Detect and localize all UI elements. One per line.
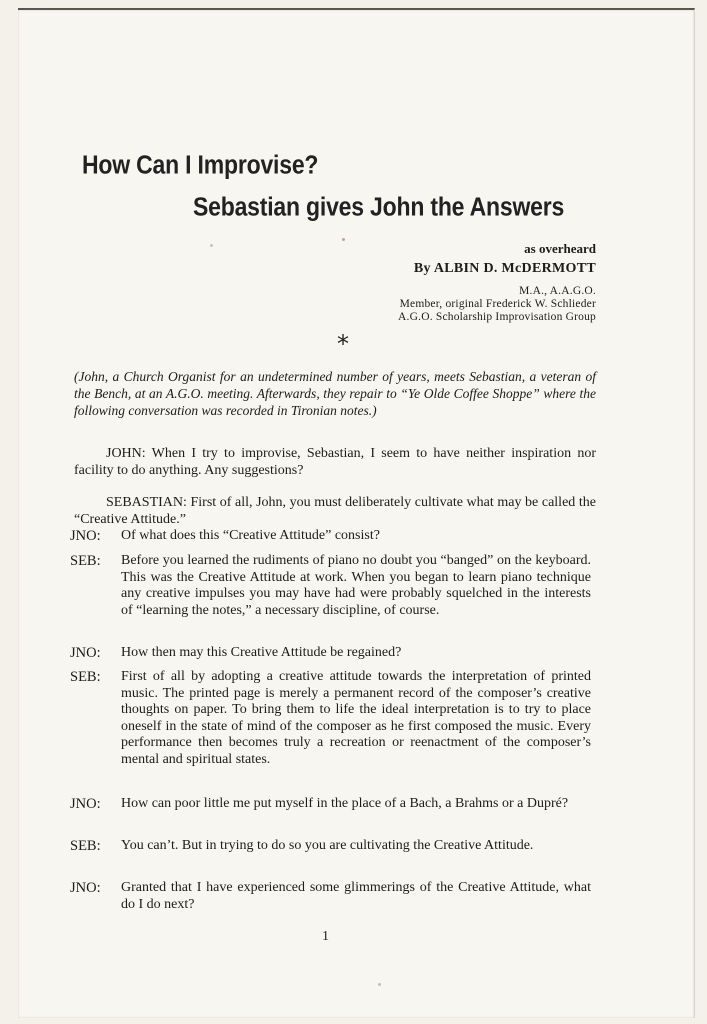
page-number: 1 <box>322 929 329 944</box>
paper-speck <box>378 983 381 986</box>
dialogue-speaker: JNO: <box>70 528 101 544</box>
dialogue-speaker: JNO: <box>70 645 101 661</box>
dialogue-speaker: SEB: <box>70 669 101 685</box>
sebastian-paragraph <box>74 495 596 528</box>
paragraph-text: SEBASTIAN: First of all, John, you must deliberately cultivate what may be called the “Creative Attitude.” <box>74 495 596 527</box>
paper-speck <box>210 244 213 247</box>
paragraph-text: JOHN: When I try to improvise, Sebastian, I seem to have neither inspiration nor facility to do anything. Any suggestions? <box>74 446 596 478</box>
dialogue-speaker: SEB: <box>70 838 101 854</box>
dialogue-text: How can poor little me put myself in the place of a Bach, a Brahms or a Dupré? <box>121 796 569 811</box>
article-title-line-1: How Can I Improvise? <box>82 150 319 180</box>
dialogue-text: Before you learned the rudiments of piano no doubt you “banged” on the keyboard. This was the Creative Attitude at work. When you began to learn piano technique any creative impulses you may have had were probably squelched in the interests of “learning the notes,” a necessary discipline, of course. <box>121 553 591 618</box>
dialogue-text: Granted that I have experienced some glimmerings of the Creative Attitude, what do I do next? <box>121 880 591 912</box>
john-paragraph <box>74 446 596 479</box>
credential-line: M.A., A.A.G.O. <box>519 285 596 297</box>
dialogue-text: First of all by adopting a creative attitude towards the interpretation of printed music. The printed page is merely a permanent record of the composer’s creative thoughts on paper. To bring them to life the ideal interpretation is to try to place oneself in the state of mind of the composer as he first composed the music. Every performance then becomes truly a recreation or reenactment of the composer’s mental and spiritual states. <box>121 669 591 767</box>
paper-speck <box>342 238 345 241</box>
dialogue-text: How then may this Creative Attitude be regained? <box>121 645 402 660</box>
author-byline: By ALBIN D. McDERMOTT <box>413 261 596 276</box>
dialogue-speaker: JNO: <box>70 796 101 812</box>
dialogue-speaker: SEB: <box>70 553 101 569</box>
article-title-line-2: Sebastian gives John the Answers <box>193 192 565 222</box>
dialogue-text: Of what does this “Creative Attitude” consist? <box>121 528 380 543</box>
overheard-note: as overheard <box>524 241 596 256</box>
section-asterisk: * <box>337 330 349 358</box>
credential-line: A.G.O. Scholarship Improvisation Group <box>398 311 596 323</box>
credential-line: Member, original Frederick W. Schlieder <box>399 298 596 310</box>
author-credentials <box>398 285 596 324</box>
dialogue-text: You can’t. But in trying to do so you are cultivating the Creative Attitude. <box>121 838 534 853</box>
dialogue-speaker: JNO: <box>70 880 101 896</box>
intro-paragraph: (John, a Church Organist for an undetermined number of years, meets Sebastian, a veteran of the Bench, at an A.G.O. meeting. Afterwards, they repair to “Ye Olde Coffee Shoppe” where the following conversation was recorded in Tironian notes.) <box>74 369 596 418</box>
